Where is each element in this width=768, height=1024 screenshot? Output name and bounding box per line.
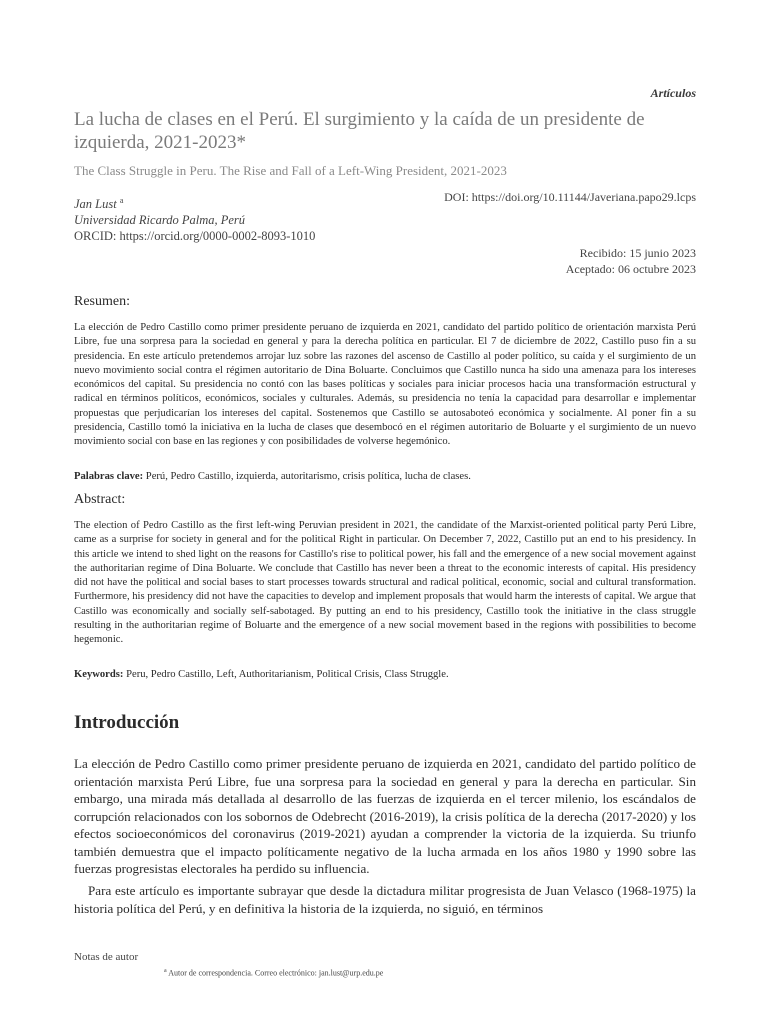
- article-title-english: The Class Struggle in Peru. The Rise and Fall of a Left-Wing President, 2021-2023: [74, 163, 507, 178]
- resumen-heading: Resumen:: [74, 294, 130, 309]
- author-notes-label: Notas de autor: [74, 951, 139, 963]
- abstract-text: The election of Pedro Castillo as the first left-wing Peruvian president in 2021, the candidate of the Marxist-oriented political party Perú Libre, came as a surprise for society in general and for the political Right in particular. On December 7, 2022, Castillo put an end to his presidency. In this article we intend to shed light on the reasons for Castillo's rise to political power, his fall and the emergence of a new social movement against the authoritarian regime of Dina Boluarte. We conclude that Castillo has never been a threat to the economic interests of capital. His presidency did not have the political and social bases to start processes towards structural and radical political, economic, social and cultural transformation. Furthermore, his presidency did not have the capacities to develop and implement proposals that would harm the interests of capital. We argue that Castillo was economically and socially self-sabotaged. By putting an end to his presidency, Castillo took the initiative in the class struggle resulting in the authoritarian regime of Boluarte and the emergence of a new social movement based in the regions with possibilities to become hegemonic.: [74, 520, 696, 646]
- abstract-heading: Abstract:: [74, 492, 126, 507]
- footnote-text: Autor de correspondencia. Correo electrónico: jan.lust@urp.edu.pe: [168, 968, 384, 978]
- author-affiliation: Universidad Ricardo Palma, Perú: [74, 213, 246, 228]
- author-sup: a: [119, 196, 124, 205]
- intro-heading: Introducción: [74, 712, 180, 733]
- article-title: La lucha de clases en el Perú. El surgimiento y la caída de un presidente de izquierda, 2021-2023*: [74, 109, 645, 153]
- resumen-keywords: [74, 470, 696, 484]
- author-orcid[interactable]: ORCID: https://orcid.org/0000-0002-8093-1010: [74, 229, 316, 244]
- author-block: [74, 193, 315, 244]
- footnote-sup: a: [164, 968, 167, 974]
- keywords-label-en: Keywords:: [74, 669, 124, 680]
- article-dates: [566, 245, 696, 277]
- date-accepted: Aceptado: 06 octubre 2023: [565, 262, 696, 276]
- keywords-text-en: Peru, Pedro Castillo, Left, Authoritarianism, Political Crisis, Class Struggle.: [126, 669, 449, 680]
- keywords-label: Palabras clave:: [74, 471, 144, 482]
- resumen-text: La elección de Pedro Castillo como primer presidente peruano de izquierda en 2021, candidato del partido político de orientación marxista Perú Libre, fue una sorpresa para la sociedad en general y para la derecha política en particular. El 7 de diciembre de 2022, Castillo puso fin a su presidencia. En este artículo pretendemos arrojar luz sobre las razones del ascenso de Castillo al poder político, su caída y el surgimiento de un nuevo movimiento social contra el régimen autoritario de Dina Boluarte. Concluimos que Castillo nunca ha sido una amenaza para los intereses económicos del capital. Su presidencia no contó con las bases políticas y sociales para iniciar procesos hacia una transformación estructural y radical en términos políticos, económicos, sociales y culturales. Además, su presidencia no tenía la capacidad para desarrollar e implementar propuestas que perjudicarían los intereses del capital. Sostenemos que Castillo se autosaboteó económica y socialmente. Al poner fin a su presidencia, Castillo tomó la iniciativa en la lucha de clases que desembocó en el régimen autoritario de Boluarte y el surgimiento de un nuevo movimiento social con base en las regiones y con posibilidades de volverse hegemónico.: [74, 322, 696, 448]
- intro-paragraph-2: Para este artículo es importante subrayar que desde la dictadura militar progresista de Juan Velasco (1968-1975) la historia política del Perú, y en definitiva la historia de la izquierda, no siguió, en términos: [74, 883, 696, 916]
- keywords-text: Perú, Pedro Castillo, izquierda, autoritarismo, crisis política, lucha de clases.: [145, 471, 471, 482]
- doi-link[interactable]: DOI: https://doi.org/10.11144/Javeriana.papo29.lcps: [444, 190, 696, 204]
- date-received: Recibido: 15 junio 2023: [579, 246, 696, 260]
- section-label: Artículos: [650, 86, 696, 100]
- footnote: [164, 968, 383, 978]
- author-name: Jan Lust: [74, 197, 117, 212]
- intro-paragraph-1: La elección de Pedro Castillo como primer presidente peruano de izquierda en 2021, candidato del partido político de orientación marxista Perú Libre, fue una sorpresa para la sociedad en general y para la derecha en particular. Sin embargo, una mirada más detallada al desarrollo de las fuerzas de izquierda en el tercer milenio, los escándalos de corrupción relacionados con los sobornos de Odebrecht (2016-2019), la crisis política de la derecha (2017-2020) y los efectos socioeconómicos del coronavirus (2019-2021) ayudan a comprender la victoria de la izquierda. Su triunfo también demuestra que el impacto políticamente negativo de la lucha armada en los años 1980 y 1990 sobre las fuerzas progresistas electorales ha perdido su influencia.: [74, 756, 696, 876]
- abstract-keywords: [74, 668, 696, 682]
